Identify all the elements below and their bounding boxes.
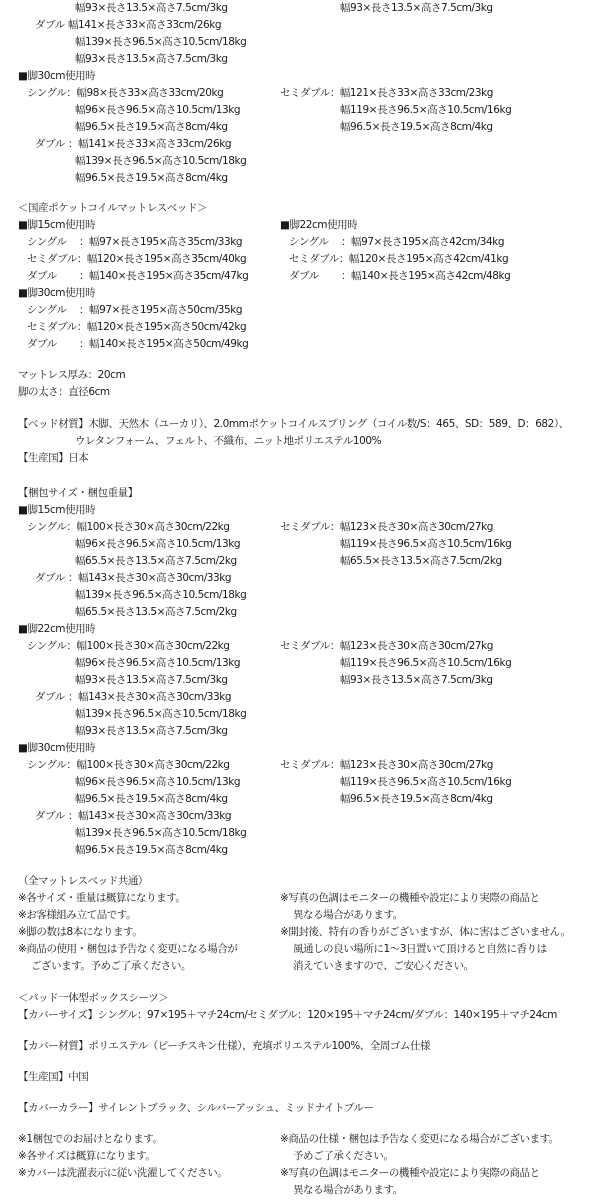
- spec-line: 脚の太さ：直径6cm: [18, 386, 110, 398]
- spec-line: 幅96.5×長さ19.5×高さ8cm/4kg: [340, 121, 493, 133]
- spec-line: 幅119×長さ96.5×高さ10.5cm/16kg: [340, 776, 512, 788]
- spec-line: ：幅140×長さ195×高さ42cm/48kg: [341, 270, 511, 282]
- cover-material-line: 【カバー材質】ポリエステル（ピーチスキン仕様）、充填ポリエステル100%、全周ゴム仕様: [18, 1040, 431, 1052]
- spec-line: 幅96×長さ96.5×高さ10.5cm/13kg: [75, 776, 241, 788]
- spec-line: 幅96.5×長さ19.5×高さ8cm/4kg: [340, 793, 493, 805]
- section-heading: 【梱包サイズ・梱包重量】: [18, 487, 138, 499]
- spec-line: 幅96.5×長さ19.5×高さ8cm/4kg: [75, 844, 228, 856]
- spec-line: ：幅143×長さ30×高さ30cm/33kg: [68, 691, 232, 703]
- spec-line: 幅96×長さ96.5×高さ10.5cm/13kg: [75, 104, 241, 116]
- spec-line: ：幅140×長さ195×高さ35cm/47kg: [79, 270, 249, 282]
- note-line: 異なる場合があります。: [293, 1184, 403, 1196]
- spec-line: 幅119×長さ96.5×高さ10.5cm/16kg: [340, 104, 512, 116]
- spec-line: 幅139×長さ96.5×高さ10.5cm/18kg: [75, 827, 247, 839]
- spec-label: ダブル: [27, 270, 57, 282]
- note-line: ※カバーは洗濯表示に従い洗濯してください。: [18, 1167, 228, 1179]
- note-line: ※各サイズは概算になります。: [18, 1150, 156, 1162]
- note-line: 風通しの良い場所に1～3日置いて頂けると自然に香りは: [293, 943, 547, 955]
- note-line: ※お客様組み立て品です。: [18, 909, 137, 921]
- note-line: ※脚の数は8本になります。: [18, 926, 143, 938]
- spec-line: 幅96.5×長さ19.5×高さ8cm/4kg: [75, 793, 228, 805]
- spec-line: 幅96×長さ96.5×高さ10.5cm/13kg: [75, 657, 241, 669]
- spec-line: ：幅140×長さ195×高さ50cm/49kg: [79, 338, 249, 350]
- spec-label: ダブル: [35, 810, 65, 822]
- spec-label: ダブル: [35, 691, 65, 703]
- spec-line: 幅139×長さ96.5×高さ10.5cm/18kg: [75, 155, 247, 167]
- spec-label: シングル: [289, 236, 329, 248]
- note-line: 異なる場合があります。: [293, 909, 403, 921]
- spec-heading: ■脚22cm使用時: [18, 623, 96, 635]
- note-line: ※写真の色調はモニターの機種や設定により実際の商品と: [280, 1167, 540, 1179]
- spec-line: 幅139×長さ96.5×高さ10.5cm/18kg: [75, 708, 247, 720]
- spec-label: ダブル: [35, 138, 65, 150]
- spec-line: 幅65.5×長さ13.5×高さ7.5cm/2kg: [75, 606, 237, 618]
- section-heading: ＜国産ポケットコイルマットレスベッド＞: [18, 202, 207, 214]
- spec-line: シングル：幅98×長さ33×高さ33cm/20kg: [27, 87, 224, 99]
- material-line: ウレタンフォーム、フェルト、不織布、ニット地ポリエステル100%: [75, 435, 382, 447]
- origin-line: 【生産国】日本: [18, 452, 89, 464]
- spec-heading: ■脚30cm使用時: [18, 742, 96, 754]
- spec-line: ：幅97×長さ195×高さ50cm/35kg: [79, 304, 243, 316]
- spec-line: 幅65.5×長さ13.5×高さ7.5cm/2kg: [340, 555, 502, 567]
- spec-label: ダブル: [27, 338, 57, 350]
- cover-origin-line: 【生産国】中国: [18, 1071, 89, 1083]
- spec-line: ：幅143×長さ30×高さ30cm/33kg: [68, 810, 232, 822]
- spec-heading: ■脚30cm使用時: [18, 287, 96, 299]
- spec-line: 幅93×長さ13.5×高さ7.5cm/3kg: [75, 725, 228, 737]
- spec-line: 幅65.5×長さ13.5×高さ7.5cm/2kg: [75, 555, 237, 567]
- spec-line: 幅93×長さ13.5×高さ7.5cm/3kg: [340, 2, 493, 14]
- spec-line: ：幅97×長さ195×高さ42cm/34kg: [341, 236, 505, 248]
- spec-line: セミダブル：幅121×長さ33×高さ33cm/23kg: [280, 87, 493, 99]
- spec-line: セミダブル：幅123×長さ30×高さ30cm/27kg: [280, 521, 493, 533]
- spec-line: 幅93×長さ13.5×高さ7.5cm/3kg: [340, 674, 493, 686]
- spec-line: シングル：幅100×長さ30×高さ30cm/22kg: [27, 640, 230, 652]
- spec-line: シングル：幅100×長さ30×高さ30cm/22kg: [27, 759, 230, 771]
- spec-label: ダブル: [289, 270, 319, 282]
- note-line: 消えていきますので、ご安心ください。: [293, 960, 474, 972]
- spec-line: セミダブル：幅123×長さ30×高さ30cm/27kg: [280, 759, 493, 771]
- section-heading: ＜パッド一体型ボックスシーツ＞: [18, 992, 169, 1004]
- note-line: ※商品の仕様・梱包は予告なく変更になる場合がございます。: [280, 1133, 559, 1145]
- spec-line: マットレス厚み：20cm: [18, 369, 126, 381]
- spec-line: 幅96×長さ96.5×高さ10.5cm/13kg: [75, 538, 241, 550]
- note-line: ※開封後、特有の香りがございますが、体に害はございません。: [280, 926, 571, 938]
- spec-label: シングル: [27, 236, 67, 248]
- spec-line: セミダブル：幅120×長さ195×高さ42cm/41kg: [289, 253, 509, 265]
- spec-line: 幅96.5×長さ19.5×高さ8cm/4kg: [75, 172, 228, 184]
- spec-line: 幅93×長さ13.5×高さ7.5cm/3kg: [75, 53, 228, 65]
- cover-color-line: 【カバーカラー】サイレントブラック、シルバーアッシュ、ミッドナイトブルー: [18, 1102, 374, 1114]
- note-line: ※各サイズ・重量は概算になります。: [18, 892, 186, 904]
- spec-line: セミダブル：幅120×長さ195×高さ50cm/42kg: [27, 321, 247, 333]
- note-line: ※商品の使用・梱包は予告なく変更になる場合が: [18, 943, 238, 955]
- spec-line: ：幅143×長さ30×高さ30cm/33kg: [68, 572, 232, 584]
- spec-line: 幅119×長さ96.5×高さ10.5cm/16kg: [340, 538, 512, 550]
- spec-heading: ■脚15cm使用時: [18, 219, 96, 231]
- spec-line: 幅139×長さ96.5×高さ10.5cm/18kg: [75, 589, 247, 601]
- spec-line: 幅141×長さ33×高さ33cm/26kg: [68, 19, 222, 31]
- spec-label: ダブル: [35, 572, 65, 584]
- notes-heading: （全マットレスベッド共通）: [18, 875, 148, 887]
- spec-line: ：幅141×長さ33×高さ33cm/26kg: [68, 138, 232, 150]
- spec-line: 幅119×長さ96.5×高さ10.5cm/16kg: [340, 657, 512, 669]
- note-line: ※1梱包でのお届けとなります。: [18, 1133, 163, 1145]
- note-line: 予めご了承ください。: [293, 1150, 394, 1162]
- spec-label: シングル: [27, 304, 67, 316]
- spec-line: 幅93×長さ13.5×高さ7.5cm/3kg: [75, 674, 228, 686]
- cover-size-line: 【カバーサイズ】シングル：97×195＋マチ24cm/セミダブル：120×195＋マチ24cm/ダブル：140×195＋マチ24cm: [18, 1009, 557, 1021]
- spec-line: シングル：幅100×長さ30×高さ30cm/22kg: [27, 521, 230, 533]
- spec-label: ダブル: [35, 19, 65, 31]
- material-line: 【ベッド材質】木脚、天然木（ユーカリ）、2.0mmポケットコイルスプリング（コイル数/S：465、SD：589、D：682）、: [18, 418, 569, 430]
- note-line: ※写真の色調はモニターの機種や設定により実際の商品と: [280, 892, 540, 904]
- spec-line: セミダブル：幅120×長さ195×高さ35cm/40kg: [27, 253, 247, 265]
- spec-heading: ■脚22cm使用時: [280, 219, 358, 231]
- spec-line: ：幅97×長さ195×高さ35cm/33kg: [79, 236, 243, 248]
- spec-heading: ■脚15cm使用時: [18, 504, 96, 516]
- note-line: ございます。予めご了承ください。: [31, 960, 191, 972]
- spec-heading: ■脚30cm使用時: [18, 70, 96, 82]
- spec-line: 幅139×長さ96.5×高さ10.5cm/18kg: [75, 36, 247, 48]
- spec-line: 幅96.5×長さ19.5×高さ8cm/4kg: [75, 121, 228, 133]
- spec-line: セミダブル：幅123×長さ30×高さ30cm/27kg: [280, 640, 493, 652]
- spec-line: 幅93×長さ13.5×高さ7.5cm/3kg: [75, 2, 228, 14]
